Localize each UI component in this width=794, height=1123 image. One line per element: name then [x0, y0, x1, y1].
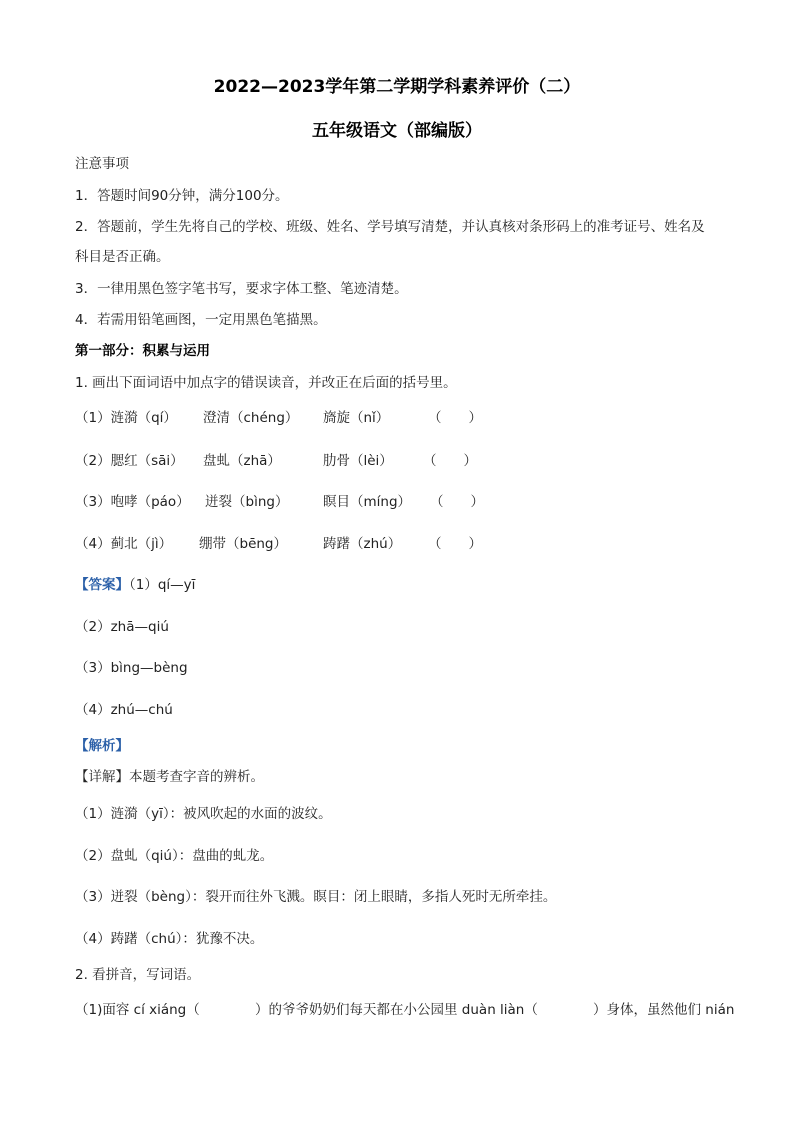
note-item: 3．一律用黑色签字笔书写，要求字体工整、笔迹清楚。 — [75, 281, 408, 297]
word-item: 盘虬（zhā） — [203, 453, 281, 469]
answer-blank[interactable]: （ ） — [428, 410, 482, 426]
word-item: 瞑目（míng） — [323, 494, 412, 510]
q2-text-part: ）身体，虽然他们 nián — [593, 1002, 735, 1018]
answer-line: （3）bìng—bèng — [75, 660, 188, 676]
analysis-line: （1）涟漪（yī）：被风吹起的水面的波纹。 — [75, 806, 332, 822]
notes-heading: 注意事项 — [75, 156, 129, 172]
answer-line — [75, 573, 195, 593]
note-item: 2．答题前，学生先将自己的学校、班级、姓名、学号填写清楚，并认真核对条形码上的准考证号、姓名及 — [75, 219, 705, 235]
answer-label: 【答案】 — [75, 577, 129, 593]
analysis-line: （2）盘虬（qiú）：盘曲的虬龙。 — [75, 848, 274, 864]
answer-line: （2）zhā—qiú — [75, 619, 169, 635]
word-item: （2）腮红（sāi） — [75, 453, 184, 469]
answer-blank[interactable]: （ ） — [430, 494, 484, 510]
word-item: （1）涟漪（qí） — [75, 410, 177, 426]
word-item: 绷带（bēng） — [199, 536, 288, 552]
note-item: 1．答题时间90分钟，满分100分。 — [75, 188, 289, 204]
note-item: 科目是否正确。 — [75, 249, 170, 265]
section-heading: 第一部分：积累与运用 — [75, 343, 210, 359]
analysis-line: （4）踌躇（chú）：犹豫不决。 — [75, 931, 264, 947]
detail-text: 本题考查字音的辨析。 — [129, 769, 264, 785]
answer-line: （4）zhú—chú — [75, 702, 173, 718]
answer-blank[interactable]: （ ） — [428, 536, 482, 552]
answer-blank[interactable]: （ ） — [423, 453, 477, 469]
question-2-prompt: 2. 看拼音，写词语。 — [75, 967, 201, 983]
q2-text-part: （1)面容 cí xiáng（ — [75, 1002, 200, 1018]
detail-label: 【详解】 — [75, 769, 129, 785]
answer-text: （1）qí—yī — [129, 577, 196, 593]
analysis-line: （3）迸裂（bèng）：裂开而往外飞溅。瞑目：闭上眼睛，多指人死时无所牵挂。 — [75, 889, 557, 905]
question-1-prompt: 1. 画出下面词语中加点字的错误读音，并改正在后面的括号里。 — [75, 375, 457, 391]
q2-text-part: ）的爷爷奶奶们每天都在小公园里 duàn liàn（ — [255, 1002, 538, 1018]
word-item: （3）咆哮（páo） — [75, 494, 190, 510]
word-item: （4）蓟北（jì） — [75, 536, 173, 552]
analysis-detail — [75, 765, 264, 785]
word-item: 踌躇（zhú） — [323, 536, 402, 552]
word-item: 迸裂（bìng） — [205, 494, 289, 510]
analysis-label: 【解析】 — [75, 738, 129, 754]
note-item: 4．若需用铅笔画图，一定用黑色笔描黑。 — [75, 312, 327, 328]
word-item: 肋骨（lèi） — [323, 453, 393, 469]
exam-title: 2022—2023学年第二学期学科素养评价（二） — [213, 77, 581, 97]
exam-subtitle: 五年级语文（部编版） — [312, 121, 482, 141]
word-item: 澄清（chéng） — [203, 410, 299, 426]
word-item: 旖旋（nǐ） — [323, 410, 390, 426]
